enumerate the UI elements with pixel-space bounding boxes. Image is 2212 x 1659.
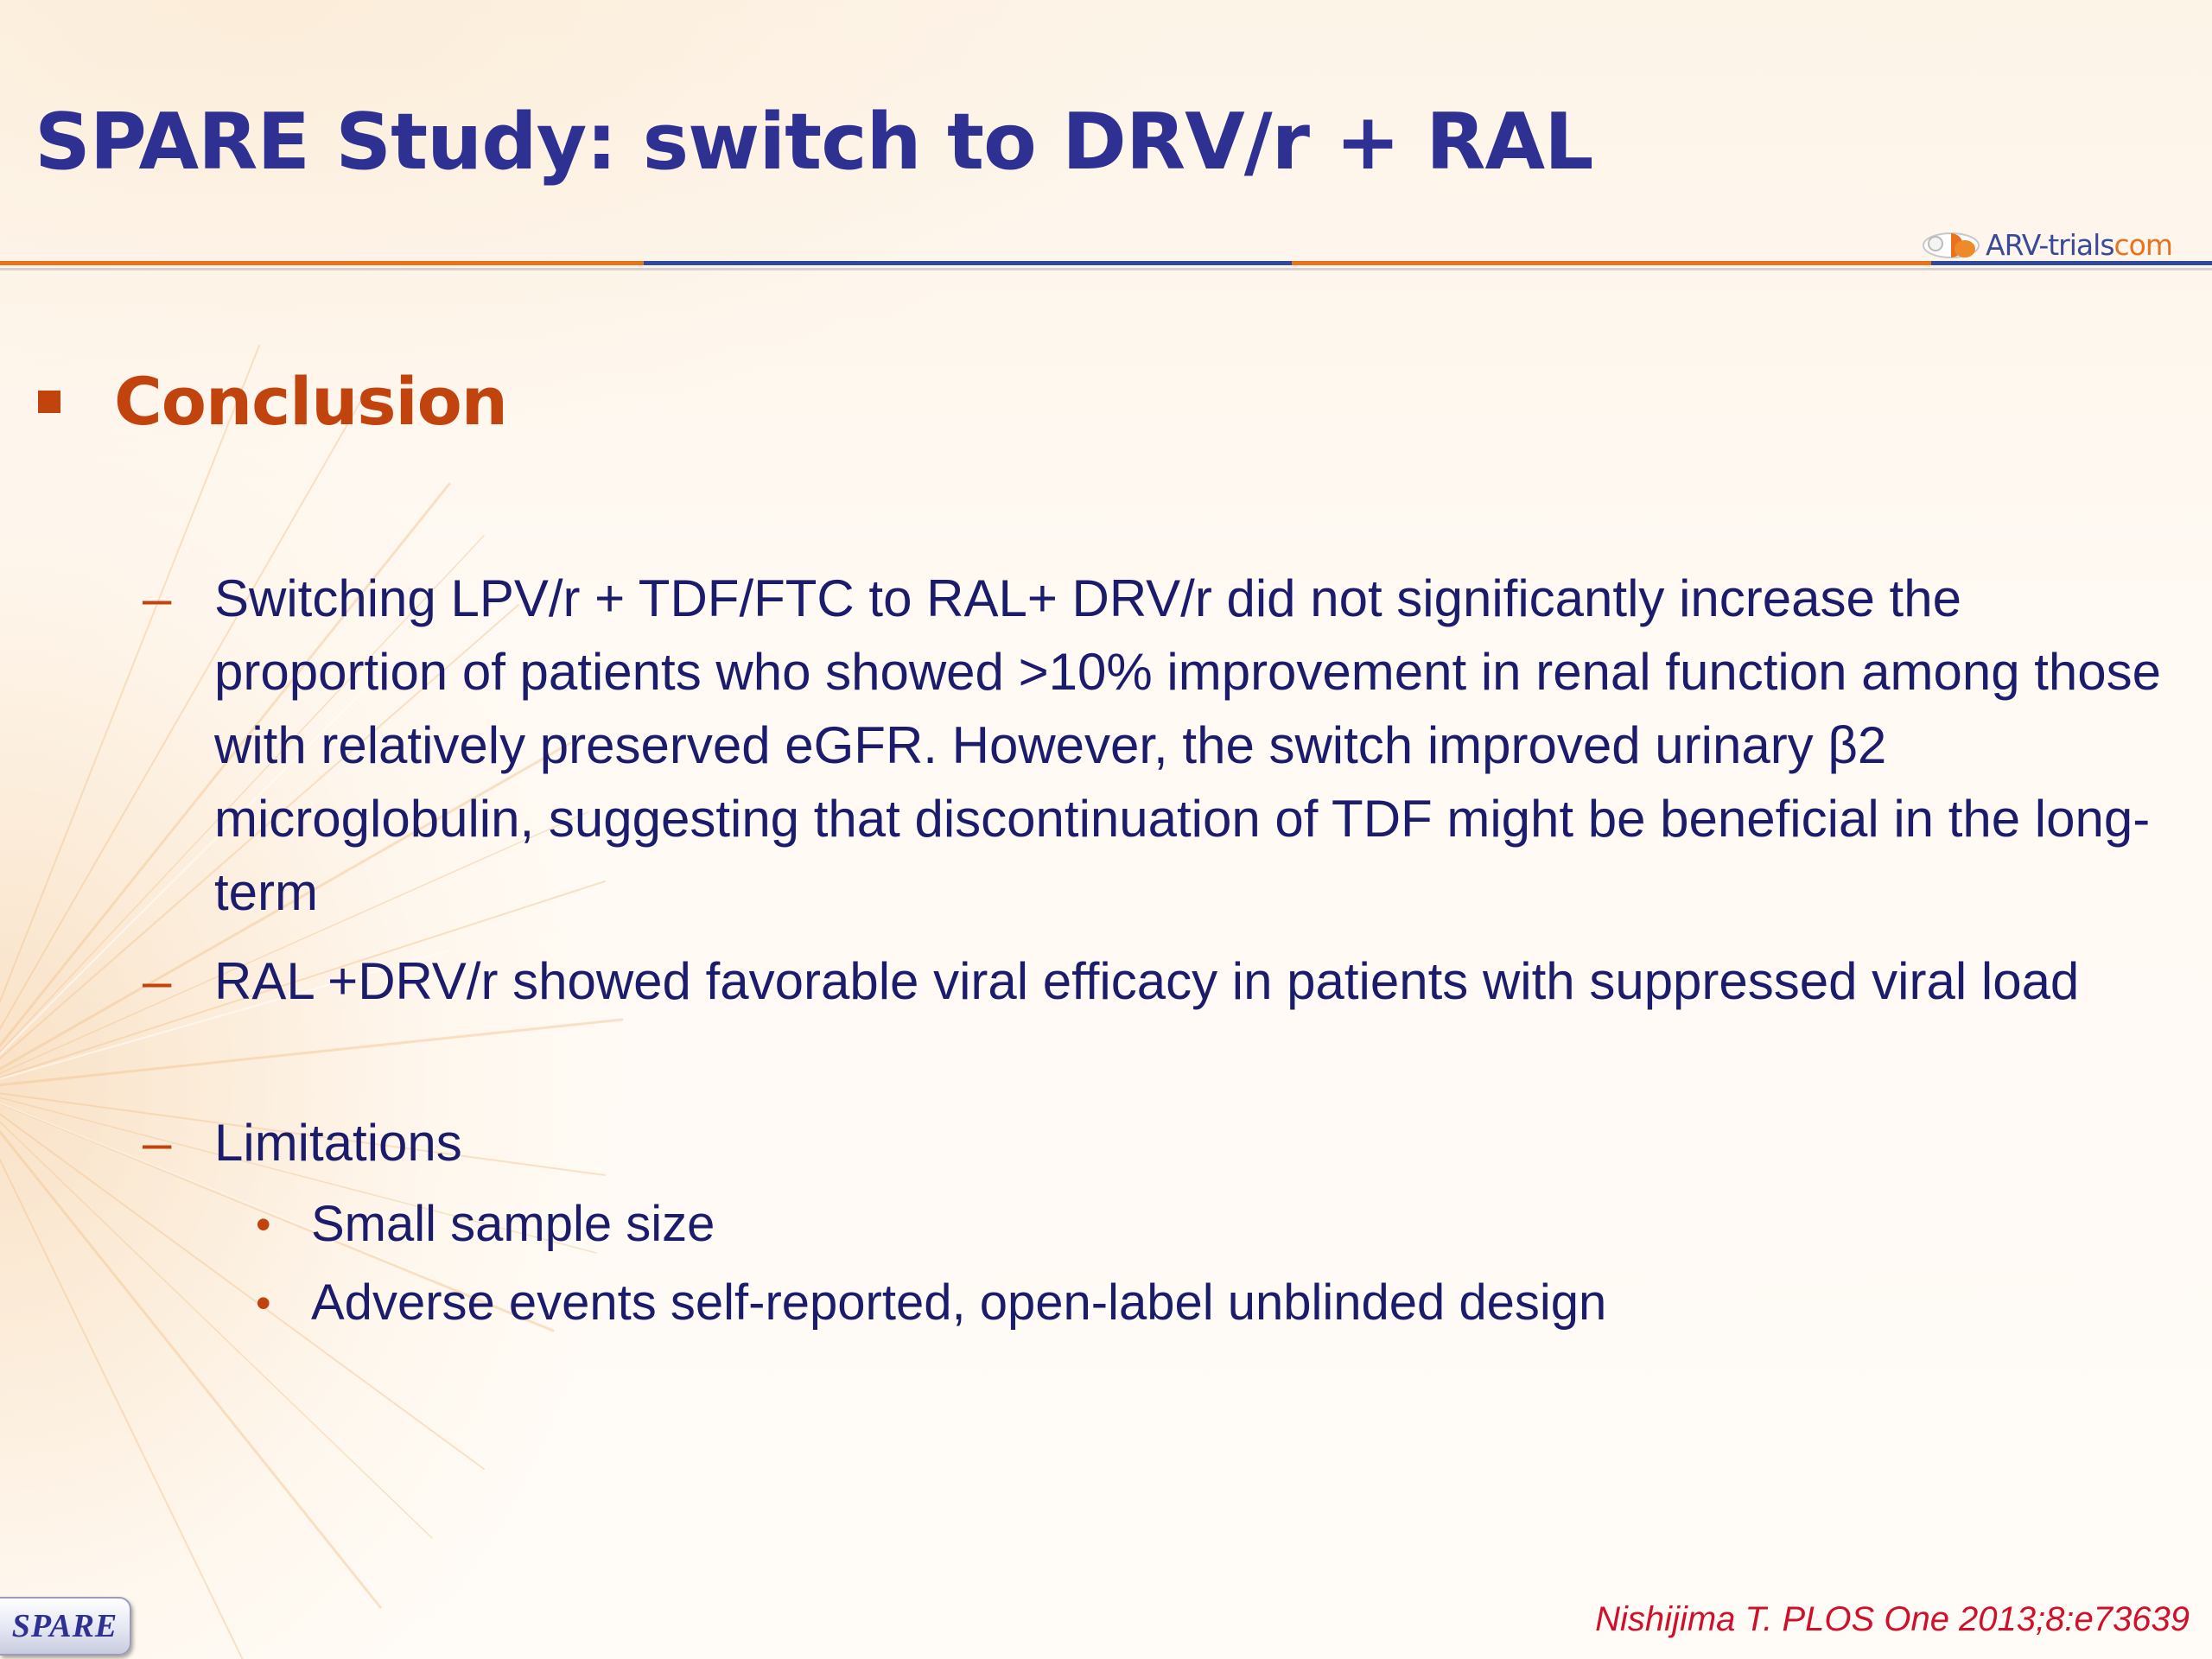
list-item-text: Switching LPV/r + TDF/FTC to RAL+ DRV/r did not significantly increase the proportion of patients who showed >10% improvement in renal function among those with relatively preserved eGFR. However, the switch improved urinary β2 microglobulin, suggesting that discontinuation of TDF might be beneficial in the long-term [214, 569, 2162, 921]
logo-name: ARV-trials [1986, 228, 2114, 262]
dash-marker: – [143, 1114, 172, 1172]
section-heading [38, 363, 507, 440]
arv-trials-logo [1916, 216, 2193, 271]
dot-marker: • [256, 1279, 271, 1327]
sub-list-item-text: Small sample size [311, 1196, 715, 1252]
square-bullet-icon [38, 391, 60, 413]
citation: Nishijima T. PLOS One 2013;8:e73639 [1595, 1600, 2190, 1638]
badge-label: SPARE [11, 1608, 118, 1644]
dash-marker: – [143, 569, 172, 627]
pill-capsule-icon [1916, 219, 1986, 271]
list-item-text: RAL +DRV/r showed favorable viral efficacy in patients with suppressed viral load [214, 952, 2080, 1010]
list-item-text: Limitations [214, 1114, 462, 1172]
title-rule [0, 259, 2212, 280]
sub-list-item-text: Adverse events self-reported, open-label unblinded design [311, 1274, 1607, 1331]
dot-marker: • [256, 1200, 271, 1249]
logo-domain: com [2113, 228, 2172, 262]
section-title: Conclusion [114, 363, 507, 440]
slide-title: SPARE Study: switch to DRV/r + RAL [35, 97, 1593, 188]
dash-marker: – [143, 952, 172, 1010]
spare-badge [0, 1597, 131, 1656]
